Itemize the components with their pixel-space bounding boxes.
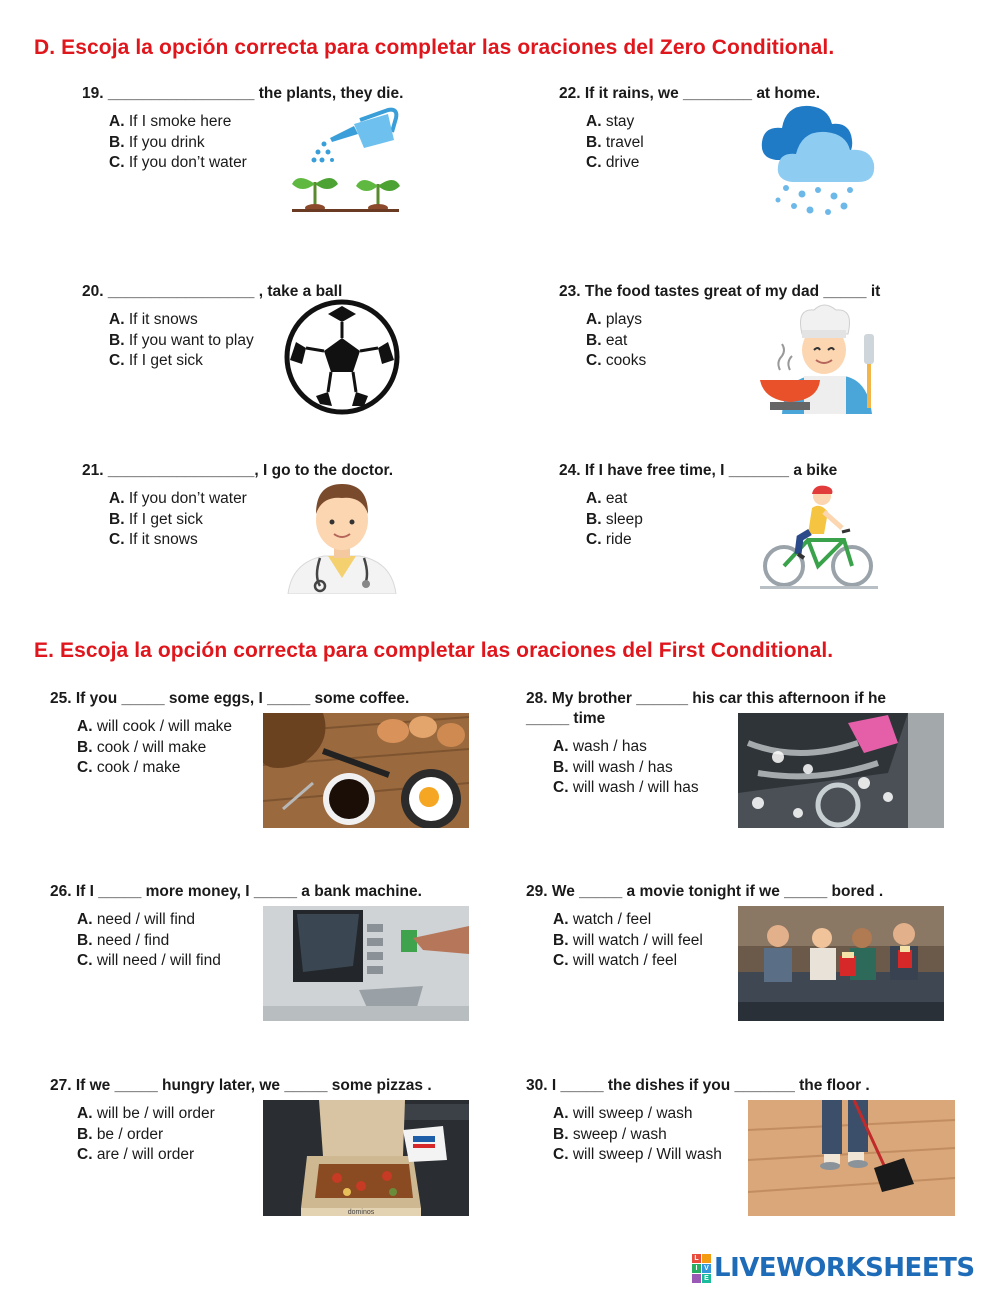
question-text: 21. _________________, I go to the doctor. xyxy=(82,462,394,479)
question-text: 22. If it rains, we ________ at home. xyxy=(559,85,821,102)
option-c[interactable]: C. cooks xyxy=(586,352,647,369)
option-b[interactable]: B. will wash / has xyxy=(553,758,673,776)
option-c[interactable]: C. will sweep / Will wash xyxy=(553,1146,722,1163)
question-text: 20. _________________ , take a ball xyxy=(82,283,343,300)
option-b[interactable]: B. cook / will make xyxy=(77,738,207,756)
sweeping-floor-photo xyxy=(748,1100,955,1216)
liveworksheets-logo xyxy=(692,1253,975,1283)
option-a[interactable]: A. will cook / will make xyxy=(77,718,233,735)
question-text: 23. The food tastes great of my dad _____ it xyxy=(559,283,881,300)
rain-cloud-icon xyxy=(758,100,880,220)
atm-photo xyxy=(263,906,469,1021)
option-a[interactable]: A. If it snows xyxy=(109,311,198,328)
option-a[interactable]: A. plays xyxy=(586,311,642,328)
option-b[interactable]: B. travel xyxy=(586,133,644,151)
option-b[interactable]: B. be / order xyxy=(77,1125,164,1143)
option-b[interactable]: B. If you drink xyxy=(109,133,205,151)
question-text: 27. If we _____ hungry later, we _____ some pizzas . xyxy=(50,1077,432,1094)
pizza-box-photo xyxy=(263,1100,469,1216)
option-b[interactable]: B. If I get sick xyxy=(109,510,203,528)
option-a[interactable]: A. watch / feel xyxy=(553,911,652,928)
option-a[interactable]: A. If I smoke here xyxy=(109,113,232,130)
option-a[interactable]: A. stay xyxy=(586,113,635,130)
option-c[interactable]: C. are / will order xyxy=(77,1146,195,1163)
option-c[interactable]: C. If you don’t water xyxy=(109,154,247,171)
option-a[interactable]: A. eat xyxy=(586,490,628,507)
question-text: 24. If I have free time, I _______ a bike xyxy=(559,462,838,479)
option-b[interactable]: B. need / find xyxy=(77,931,170,949)
option-c[interactable]: C. ride xyxy=(586,531,632,548)
option-c[interactable]: C. will watch / feel xyxy=(553,952,678,969)
option-a[interactable]: A. will be / will order xyxy=(77,1105,215,1122)
question-text: 19. _________________ the plants, they die. xyxy=(82,85,404,102)
option-a[interactable]: A. If you don’t water xyxy=(109,490,247,507)
question-text: 25. If you _____ some eggs, I _____ some coffee. xyxy=(50,690,410,707)
logo-mark-icon: L I V E xyxy=(692,1254,711,1283)
option-c[interactable]: C. will need / will find xyxy=(77,952,221,969)
option-a[interactable]: A. will sweep / wash xyxy=(553,1105,693,1122)
cyclist-icon xyxy=(760,482,878,590)
watering-can-plants-icon xyxy=(288,102,403,214)
option-c[interactable]: C. If I get sick xyxy=(109,352,203,369)
logo-text: LIVEWORKSHEETS xyxy=(714,1253,975,1283)
option-a[interactable]: A. need / will find xyxy=(77,911,196,928)
option-b[interactable]: B. sweep / wash xyxy=(553,1125,667,1143)
question-text: 30. I _____ the dishes if you _______ the floor . xyxy=(526,1077,870,1094)
soccer-ball-icon xyxy=(282,298,402,416)
question-text: 29. We _____ a movie tonight if we _____ bored . xyxy=(526,883,884,900)
question-text: 26. If I _____ more money, I _____ a bank machine. xyxy=(50,883,422,900)
breakfast-photo xyxy=(263,713,469,828)
option-b[interactable]: B. sleep xyxy=(586,510,643,528)
option-c[interactable]: C. will wash / will has xyxy=(553,779,699,796)
section-e-title: E. Escoja la opción correcta para completar las oraciones del First Conditional. xyxy=(34,639,834,662)
option-c[interactable]: C. drive xyxy=(586,154,640,171)
option-a[interactable]: A. wash / has xyxy=(553,738,647,755)
option-c[interactable]: C. cook / make xyxy=(77,759,181,776)
car-washing-photo xyxy=(738,713,944,828)
doctor-icon xyxy=(284,478,400,594)
option-c[interactable]: C. If it snows xyxy=(109,531,198,548)
friends-movie-photo xyxy=(738,906,944,1021)
option-b[interactable]: B. eat xyxy=(586,331,628,349)
question-text: 28. My brother ______ his car this afternoon if he _____ time xyxy=(526,690,887,727)
chef-icon xyxy=(760,300,880,414)
section-d-title: D. Escoja la opción correcta para completar las oraciones del Zero Conditional. xyxy=(34,36,835,59)
pizza-box-label: dominos xyxy=(347,1209,375,1216)
option-b[interactable]: B. If you want to play xyxy=(109,331,254,349)
option-b[interactable]: B. will watch / will feel xyxy=(553,931,703,949)
